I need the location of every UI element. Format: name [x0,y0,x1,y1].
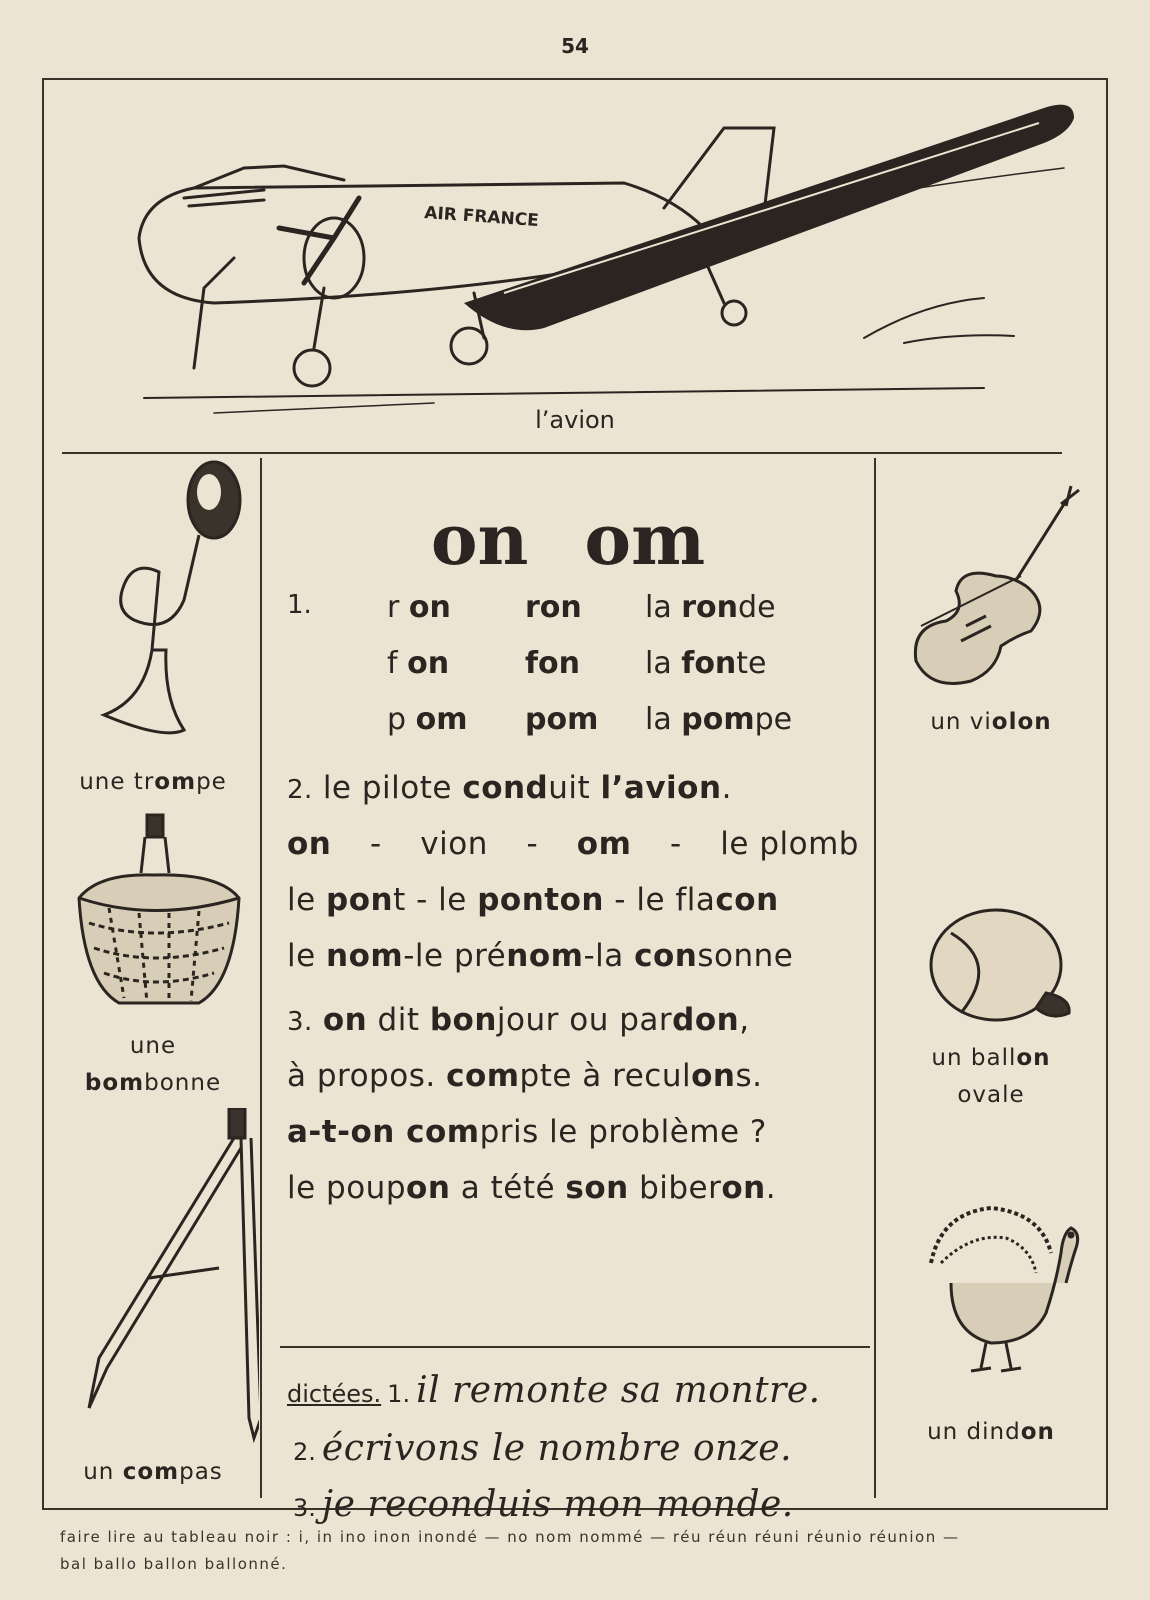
caption-bombonne-bold: bom [84,1070,145,1096]
divider-horizontal [62,452,1062,454]
dictee-2 [287,1428,877,1469]
text-bold: on [406,1170,451,1206]
dictee-number: 1. [387,1380,411,1408]
title-on: on [430,498,529,581]
text: le [287,938,327,974]
text: t - le [393,882,478,918]
text: à propos. [287,1058,447,1094]
airplane-illustration [84,88,1084,418]
row-sound: on [408,590,451,625]
text: le poup [287,1170,407,1206]
row-syllable: ron [525,590,582,625]
row-syllable: pom [525,702,599,737]
text: b [838,826,859,862]
caption-violon-pre: un vi [930,709,992,735]
page-number: 54 [561,34,589,58]
dictee-text: il remonte sa montre. [416,1370,821,1411]
text-bold: son [565,1170,629,1206]
caption-bombonne-line1: une [129,1033,177,1059]
text-bold: on [721,1170,766,1206]
text-bold: on [287,826,332,862]
row-word-end: pe [754,702,793,737]
footer-note [60,1524,1120,1578]
dictee-text: je reconduis mon monde. [321,1484,794,1525]
airplane-caption: l’avion [535,406,615,434]
text: dit [367,1002,430,1038]
text: vion [420,826,488,862]
exercise-2-line-c [287,938,877,974]
exercise-3-number: 3. [287,1007,313,1037]
text: le [287,882,327,918]
caption-bombonne [44,1028,262,1102]
text-bold: con [715,882,779,918]
text: biber [628,1170,722,1206]
exercise-2-line-b [287,882,877,918]
text-bold: a-t-on com [287,1114,480,1150]
right-picture-column [876,458,1106,1503]
lesson-title [262,498,874,581]
caption-dindon [876,1414,1106,1451]
exercise-1-row [387,702,867,758]
row-sound: on [407,646,450,681]
row-article: la [645,702,672,737]
text-bold: l’avion [600,770,722,806]
row-article: la [645,590,672,625]
exercise-1-row [387,646,867,702]
text-bold: cond [462,770,549,806]
caption-compas-pre: un [83,1459,123,1485]
dictee-3 [287,1484,877,1525]
exercise-2-line-a [287,826,859,862]
text-bold: ponton [477,882,604,918]
text-bold: nom [326,938,404,974]
exercise-2-sentence [287,770,877,806]
dictee-1 [287,1370,877,1411]
ball-icon [921,903,1081,1033]
text: . [765,1170,777,1206]
dictee-text: écrivons le nombre onze. [321,1428,793,1469]
text: sonne [697,938,794,974]
caption-ballon-line2: ovale [957,1082,1025,1108]
title-om: om [584,498,706,581]
left-picture-column [44,458,262,1503]
violin-icon [901,476,1091,696]
dictee-divider [280,1346,870,1348]
exercise-3-line-c [287,1114,877,1150]
bombonne-icon [69,813,249,1013]
caption-dindon-bold: on [1020,1419,1055,1445]
separator: - [369,826,382,862]
compass-icon [79,1108,259,1448]
row-syllable: fon [525,646,581,681]
caption-trompe-pre: une tr [79,769,155,795]
row-word-bold: pom [681,702,755,737]
caption-trompe-bold: om [154,769,197,795]
lesson-frame [42,78,1108,1525]
caption-violon [876,704,1106,741]
row-word-bold: ron [681,590,739,625]
turkey-icon [911,1203,1091,1383]
footer-line-1: faire lire au tableau noir : i, in ino inon inondé — no nom nommé — réu réun réuni réunio réunion — [60,1528,960,1546]
exercise-1-row [387,590,867,646]
dictee-number: 2. [293,1438,316,1466]
caption-dindon-pre: un dind [927,1419,1021,1445]
dictee-number: 3. [293,1494,316,1522]
text: le plom [720,826,839,862]
exercise-1-number: 1. [287,590,312,620]
text-bold: con [634,938,698,974]
text-bold: com [446,1058,520,1094]
separator: - [669,826,682,862]
caption-ballon-pre: un ball [931,1045,1017,1071]
caption-compas-post: pas [179,1459,223,1485]
plane-air-france-text: AIR FRANCE [423,203,540,231]
text-bold: on [691,1058,736,1094]
caption-violon-bold: olon [991,709,1052,735]
row-sound: om [415,702,468,737]
reading-lesson [262,458,874,1525]
row-word-end: te [736,646,767,681]
text: - le fla [603,882,716,918]
text-bold: on [322,1002,368,1038]
caption-compas-bold: com [122,1459,180,1485]
caption-trompe [44,764,262,801]
row-letter: r [387,590,400,625]
row-word-end: de [738,590,776,625]
text: pte à recul [519,1058,692,1094]
footer-line-2: bal ballo ballon ballonné. [60,1555,288,1573]
text-bold: don [672,1002,740,1038]
caption-ballon [876,1040,1106,1114]
exercise-3-line-b [287,1058,877,1094]
text: s. [735,1058,763,1094]
caption-trompe-post: pe [196,769,227,795]
caption-ballon-bold: on [1016,1045,1051,1071]
exercise-2-number: 2. [287,775,313,805]
row-word-bold: fon [681,646,737,681]
text: jour ou par [496,1002,673,1038]
caption-compas [44,1454,262,1491]
trumpet-icon [74,460,254,760]
row-letter: f [387,646,398,681]
row-article: la [645,646,672,681]
text: a tété [450,1170,566,1206]
separator: - [526,826,539,862]
dictee-label: dictées. [287,1380,382,1408]
row-letter: p [387,702,407,737]
text: -le pré [403,938,507,974]
airplane-panel [44,80,1106,455]
text: uit [548,770,601,806]
text: . [721,770,732,806]
text: pris le problème ? [479,1114,767,1150]
text-bold: om [576,826,632,862]
caption-bombonne-post: bonne [144,1070,222,1096]
text: -la [583,938,635,974]
exercise-3-line-d [287,1170,877,1206]
exercise-3-line-a [287,1002,877,1038]
text-bold: pon [326,882,394,918]
text: le pilote [322,770,463,806]
text-bold: nom [506,938,584,974]
text-bold: bon [429,1002,497,1038]
text: , [739,1002,750,1038]
